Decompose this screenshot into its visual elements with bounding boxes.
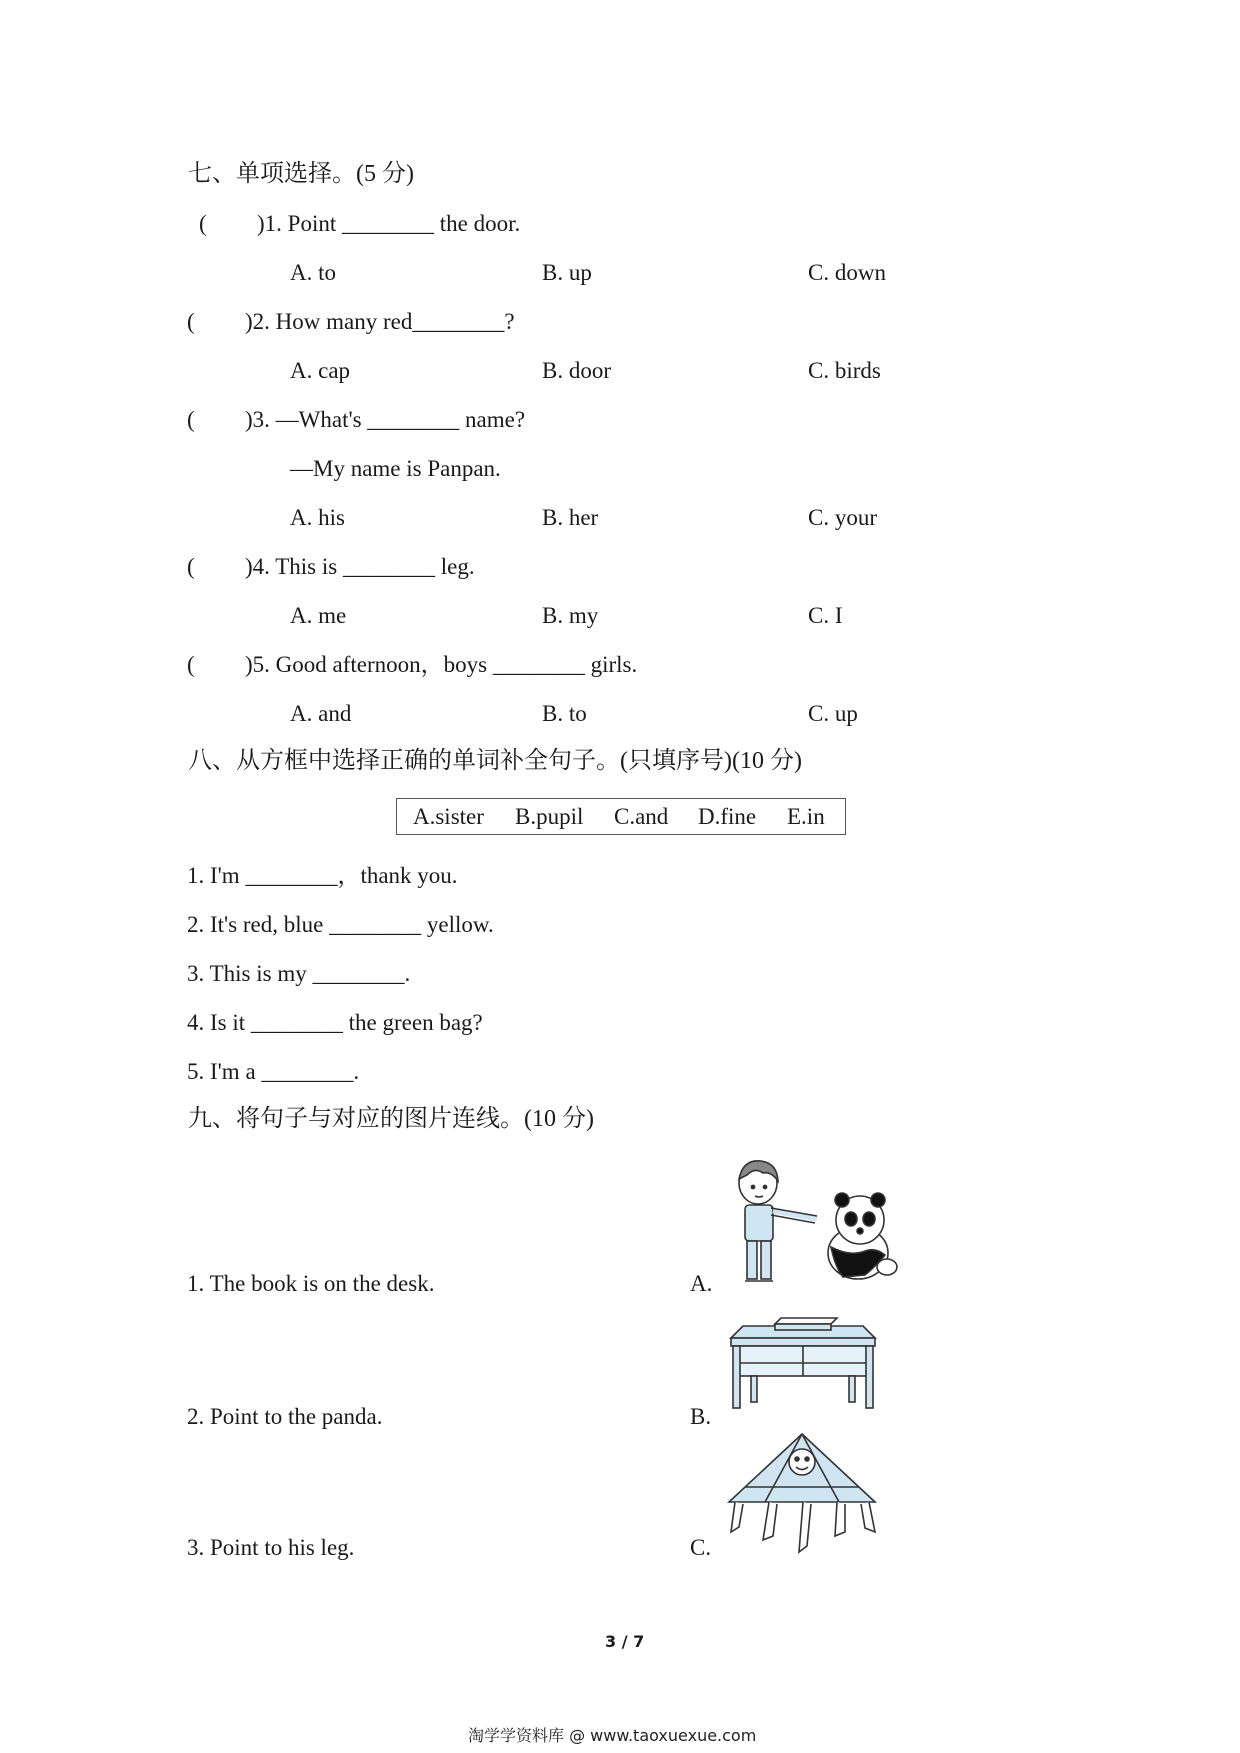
match-sentence: 2. Point to the panda. [187,1404,383,1429]
answer-paren: ( [187,554,195,579]
question-2-stem: )2. How many red________? [245,309,515,334]
option-c: C. down [808,260,886,285]
match-sentence: 3. Point to his leg. [187,1535,355,1560]
picture-label-b: B. [690,1404,712,1429]
option-a: A. and [290,701,352,726]
option-c: C. I [808,603,843,628]
page-number: 3 / 7 [605,1632,645,1651]
option-b: B. my [542,603,599,628]
section9-title: 九、将句子与对应的图片连线。(10 分) [188,1106,594,1132]
word-bank-box [396,798,846,835]
match-sentence: 1. The book is on the desk. [187,1271,435,1296]
option-b: B. up [542,260,592,285]
picture-label-c: C. [690,1535,712,1560]
answer-paren: ( [187,652,195,677]
option-b: B. to [542,701,587,726]
option-c: C. birds [808,358,881,383]
fill-sentence: 3. This is my ________. [187,961,411,986]
option-a: A. his [290,505,345,530]
option-c: C. up [808,701,858,726]
option-b: B. her [542,505,599,530]
boy-pointing-at-panda-picture [725,1155,915,1290]
kite-picture [725,1432,880,1557]
fill-sentence: 1. I'm ________，thank you. [187,863,458,888]
option-a: A. to [290,260,336,285]
word-bank-item: E.in [787,804,825,829]
answer-paren: ( [199,211,207,236]
option-b: B. door [542,358,611,383]
word-bank-item: D.fine [698,804,757,829]
option-a: A. cap [290,358,351,383]
question-3-stem: )3. —What's ________ name? [245,407,526,432]
word-bank-item: C.and [614,804,669,829]
option-c: C. your [808,505,877,530]
question-1-stem: )1. Point ________ the door. [257,211,521,236]
picture-label-a: A. [690,1271,713,1296]
option-a: A. me [290,603,347,628]
answer-paren: ( [187,309,195,334]
footer-watermark: 淘学学资料库 @ www.taoxuexue.com [468,1726,757,1745]
answer-paren: ( [187,407,195,432]
question-4-stem: )4. This is ________ leg. [245,554,475,579]
word-bank-item: B.pupil [515,804,584,829]
section7-title: 七、单项选择。(5 分) [188,161,414,187]
question-3-reply: —My name is Panpan. [290,456,501,481]
fill-sentence: 4. Is it ________ the green bag? [187,1010,483,1035]
word-bank-item: A.sister [413,804,484,829]
fill-sentence: 5. I'm a ________. [187,1059,360,1084]
question-5-stem: )5. Good afternoon，boys ________ girls. [245,652,638,677]
section8-title: 八、从方框中选择正确的单词补全句子。(只填序号)(10 分) [188,748,802,774]
fill-sentence: 2. It's red, blue ________ yellow. [187,912,494,937]
book-on-desk-picture [725,1318,880,1418]
